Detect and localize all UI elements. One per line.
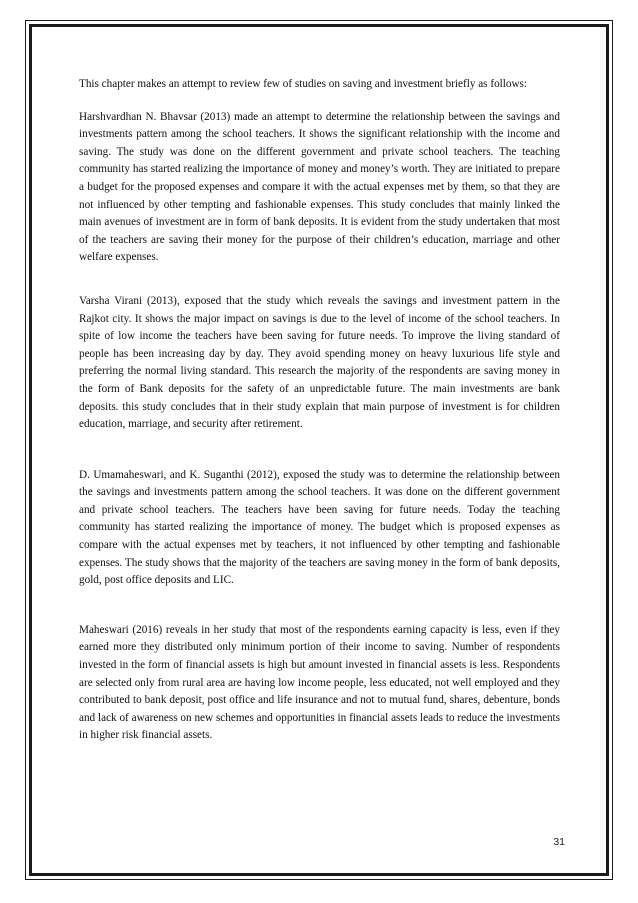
paragraph-virani: Varsha Virani (2013), exposed that the study which reveals the savings and investment pattern in the Rajkot city. It shows the major impact on savings is due to the level of income of the school teachers. In spite of low income the teachers have been saving for future needs. To improve the living standard of people has been increasing day by day. They avoid spending money on heavy luxurious life style and preferring the normal living standard. This research the majority of the respondents are saving money in the form of Bank deposits for the safety of an unpredictable future. The main investments are bank deposits. this study concludes that in their study explain that main purpose of investment is for children education, marriage, and security after retirement. — [79, 294, 560, 431]
page-number: 31 — [553, 836, 565, 848]
paragraph-intro: This chapter makes an attempt to review few of studies on saving and investment briefly as follows: — [79, 78, 528, 90]
paragraph-umamaheswari: D. Umamaheswari, and K. Suganthi (2012), exposed the study was to determine the relationship between the savings and investments pattern among the school teachers. It was done on the different government and private school teachers. The teachers have been saving for future needs. Today the teaching community has started realizing the importance of money. The budget which is proposed expenses as compare with the actual expenses met by teachers, it not influenced by other tempting and fashionable expenses. The study shows that the majority of the teachers are saving money in the form of bank deposits, gold, post office deposits and LIC. — [79, 468, 560, 587]
paragraph-maheswari: Maheswari (2016) reveals in her study that most of the respondents earning capacity is less, even if they earned more they distributed only minimum portion of their income to saving. Number of respondents invested in the form of financial assets is high but amount invested in financial assets is less. Respondents are selected only from rural area are having low income people, less educated, not well employed and they contributed to bank deposit, post office and life insurance and not to mutual fund, shares, debenture, bonds and lack of awareness on new schemes and opportunities in financial assets leads to reduce the investments in higher risk financial assets. — [79, 623, 560, 742]
document-body — [79, 76, 560, 745]
paragraph-bhavsar: Harshvardhan N. Bhavsar (2013) made an attempt to determine the relationship between the savings and investments pattern among the school teachers. It shows the significant relationship with the income and saving. The study was done on the different government and private school teachers. The teaching community has started realizing the importance of money and money’s worth. They are initiated to prepare a budget for the proposed expenses and compare it with the actual expenses met by them, so that they are not influenced by other tempting and fashionable expenses. This study concludes that mainly linked the main avenues of investment are in form of bank deposits. It is evident from the study undertaken that most of the teachers are saving their money for the purpose of their children’s education, marriage and other welfare expenses. — [79, 110, 560, 264]
